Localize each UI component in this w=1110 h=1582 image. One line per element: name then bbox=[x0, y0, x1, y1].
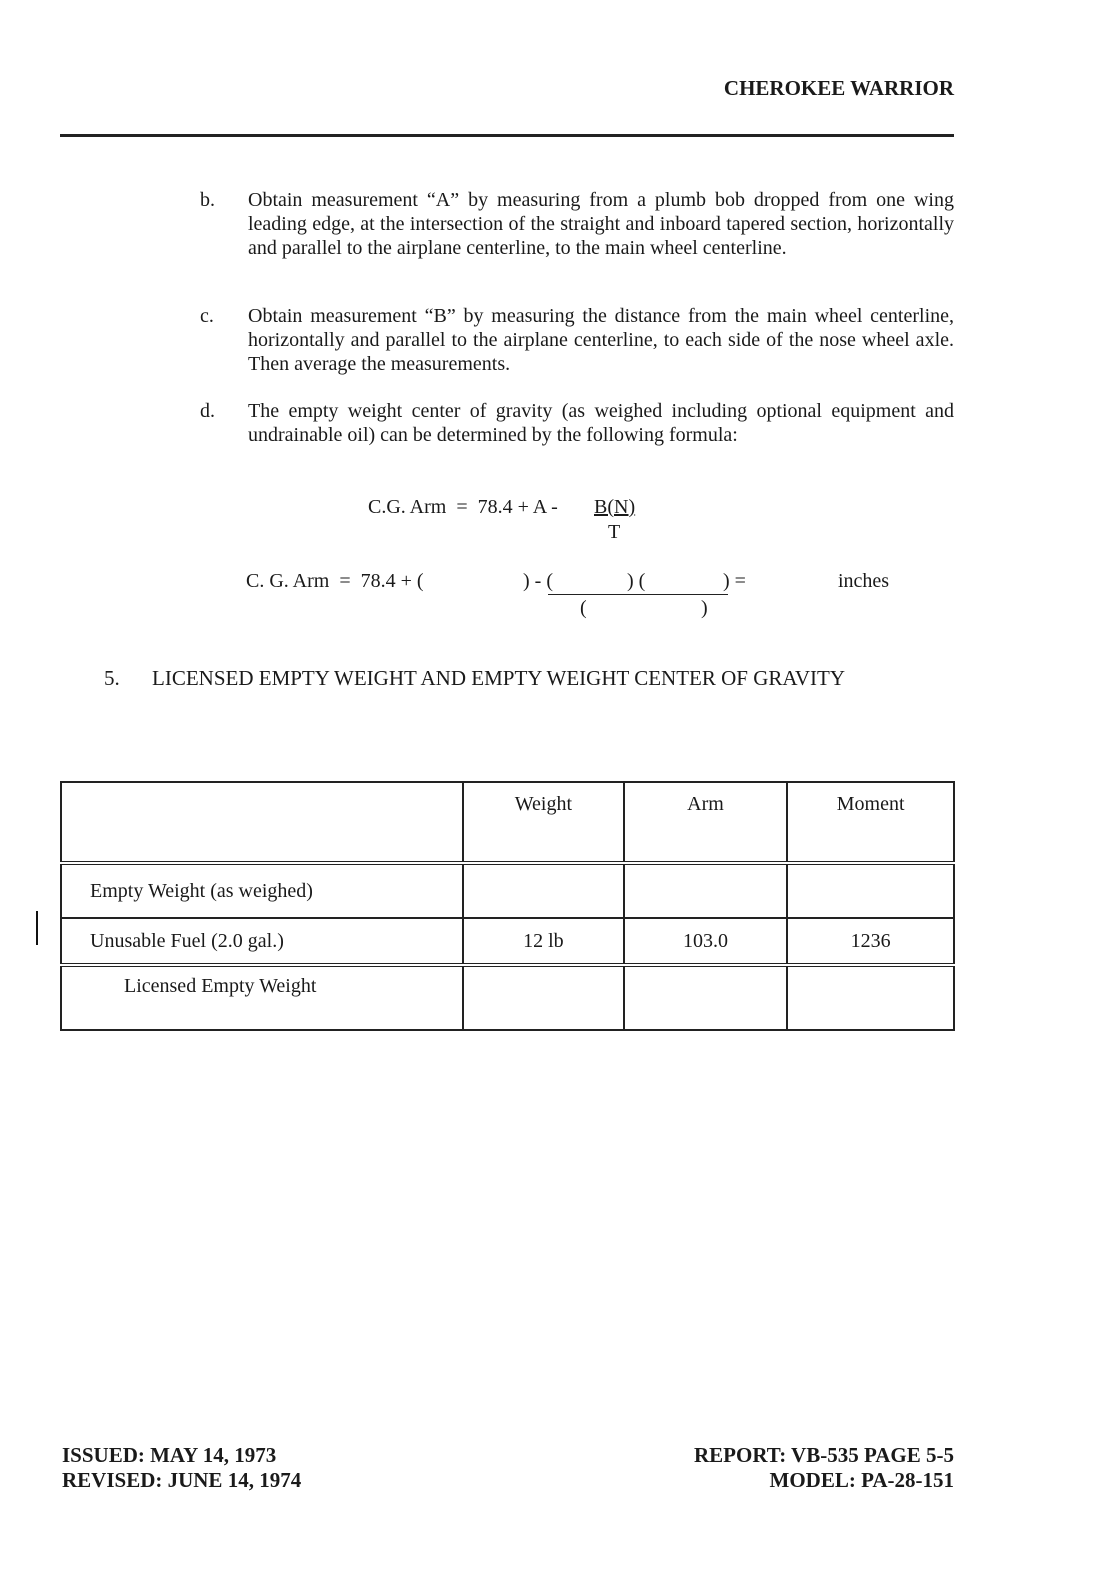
formula-lhs: C.G. Arm = 78.4 + A - bbox=[368, 496, 563, 518]
table-header-cell: Moment bbox=[787, 782, 954, 863]
header-rule bbox=[60, 134, 954, 137]
section-title: LICENSED EMPTY WEIGHT AND EMPTY WEIGHT CENTER OF GRAVITY bbox=[152, 666, 845, 690]
moment-cell bbox=[787, 863, 954, 918]
step-text: The empty weight center of gravity (as weighed including optional equipment and undrainable oil) can be determined by the following formula: bbox=[248, 400, 954, 446]
table-row bbox=[61, 918, 954, 965]
table-header-cell: Arm bbox=[624, 782, 788, 863]
issued-date: ISSUED: MAY 14, 1973 bbox=[62, 1443, 277, 1467]
step-letter: c. bbox=[200, 305, 214, 327]
footer-right bbox=[694, 1443, 954, 1493]
fraction-bar bbox=[548, 594, 728, 595]
worksheet-denom-open: ( bbox=[580, 597, 587, 619]
step-text: Obtain measurement “B” by measuring the distance from the main wheel centerline, horizontally and parallel to the airplane centerline, to each side of the nose wheel axle. Then average the measurements. bbox=[248, 305, 954, 375]
arm-cell bbox=[624, 863, 788, 918]
table-row bbox=[61, 965, 954, 1030]
step-letter: b. bbox=[200, 189, 215, 211]
step-d bbox=[200, 399, 954, 447]
worksheet-part3: ) ( bbox=[627, 570, 646, 592]
arm-cell bbox=[624, 965, 788, 1030]
table-header-cell bbox=[61, 782, 463, 863]
step-letter: d. bbox=[200, 400, 215, 422]
worksheet-units: inches bbox=[838, 570, 890, 592]
worksheet-denom-close: ) bbox=[701, 597, 708, 619]
weight-cell bbox=[463, 863, 624, 918]
step-b bbox=[200, 188, 954, 260]
worksheet-lhs: C. G. Arm = 78.4 + ( bbox=[246, 570, 424, 592]
formula-numerator: B(N) bbox=[594, 496, 636, 518]
section-number: 5. bbox=[104, 666, 120, 690]
row-label: Unusable Fuel (2.0 gal.) bbox=[61, 918, 463, 965]
row-label: Empty Weight (as weighed) bbox=[61, 863, 463, 918]
worksheet-part2: ) - ( bbox=[523, 570, 553, 592]
weight-cell: 12 lb bbox=[463, 918, 624, 965]
moment-cell: 1236 bbox=[787, 918, 954, 965]
revised-date: REVISED: JUNE 14, 1974 bbox=[62, 1468, 302, 1492]
weight-cell bbox=[463, 965, 624, 1030]
row-label: Licensed Empty Weight bbox=[61, 965, 463, 1030]
empty-weight-table bbox=[60, 781, 955, 1031]
footer-left bbox=[62, 1443, 301, 1493]
step-text: Obtain measurement “A” by measuring from a plumb bob dropped from one wing leading edge, at the intersection of the straight and inboard tapered section, horizontally and parallel to the airplane centerline, to the main wheel centerline. bbox=[248, 189, 954, 259]
model-number: MODEL: PA-28-151 bbox=[769, 1468, 954, 1492]
arm-cell: 103.0 bbox=[624, 918, 788, 965]
report-page: REPORT: VB-535 PAGE 5-5 bbox=[693, 1443, 954, 1467]
table-header-cell: Weight bbox=[463, 782, 624, 863]
revision-bar bbox=[36, 911, 38, 945]
formula-denominator: T bbox=[608, 521, 621, 543]
step-c bbox=[200, 304, 954, 376]
moment-cell bbox=[787, 965, 954, 1030]
table-header-row bbox=[61, 782, 954, 863]
worksheet-part4: ) = bbox=[723, 570, 746, 592]
table-row bbox=[61, 863, 954, 918]
page-header-title: CHEROKEE WARRIOR bbox=[723, 76, 954, 100]
